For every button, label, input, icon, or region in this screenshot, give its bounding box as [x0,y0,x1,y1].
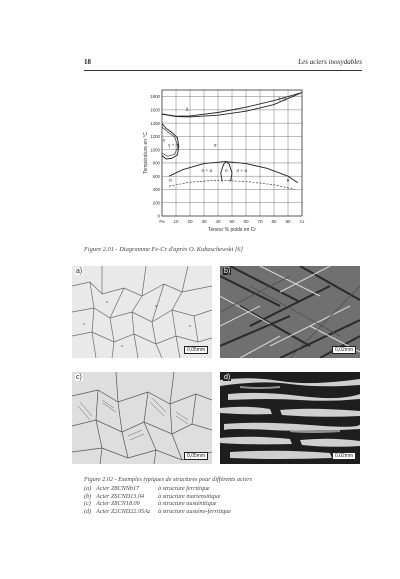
panel-label-d: d) [224,374,231,381]
panel-label-b: b) [224,268,231,275]
item-steel: Acier Z8CN18.09 [96,500,140,508]
y-tick-label: 0 [157,213,160,219]
martensitic-needles-image [220,266,360,358]
y-tick-label: 600 [152,173,160,179]
region-label: α [213,143,217,149]
y-tick-label: 1000 [150,147,160,153]
header-rule [84,70,362,71]
x-tick-label: 80 [271,219,277,224]
micrograph-b [220,266,360,358]
region-label: α [169,178,172,184]
ferritic-grains-image [72,266,212,358]
figure-2-caption: Figure 2.02 - Exemples typiques de structures pour différents aciers [84,476,253,483]
micrograph-a [72,266,212,358]
item-structure: à structure martensitique [158,492,221,500]
list-item [84,500,362,508]
micrograph-c [72,372,212,464]
item-letter: (b) [84,492,92,500]
y-axis-label: Température en °C [143,131,149,175]
y-tick-label: 400 [152,187,160,193]
item-steel: Acier Z8CNNb17 [96,485,140,492]
item-letter: (a) [84,485,92,492]
x-tick-label: 50 [229,219,235,224]
scale-bar-a: 0,05mm [184,346,208,354]
item-letter: (c) [84,500,91,508]
list-item [84,485,362,493]
region-label: δ [186,108,189,114]
x-tick-label: Cr [299,219,305,224]
panel-label-a: a) [76,268,83,275]
region-label: σ [225,169,228,175]
region-label: γ + α [168,143,179,149]
page-number: 18 [84,58,91,66]
scale-bar-d: 0,02mm [332,452,356,460]
scale-bar-b: 0,02mm [332,346,356,354]
panel-label-c: c) [76,374,82,381]
micrograph-d [220,372,360,464]
figure-1-caption: Figure 2.01 - Diagramme Fe-Cr d'après O. Kubaschewski [6] [84,246,244,253]
y-tick-label: 800 [152,160,160,166]
x-tick-label: 20 [187,219,193,224]
austeno-ferritic-bands-image [220,372,360,464]
y-tick-label: 1600 [150,107,160,113]
austenitic-grains-image [72,372,212,464]
scale-bar-c: 0,05mm [184,452,208,460]
x-tick-label: Fe [159,219,165,224]
region-label: α [286,178,290,184]
region-label: σ + α [201,169,213,175]
x-tick-label: 30 [201,219,207,224]
x-axis-label: Teneur % poids en Cr [207,227,257,233]
running-title: Les aciers inoxydables [298,58,362,66]
item-steel: Acier Z2CND22.05Az [96,507,151,515]
region-label: γ [162,138,166,144]
y-tick-label: 1800 [150,94,160,100]
item-letter: (d) [84,507,92,515]
item-steel: Acier Z5CND13.04 [96,492,145,500]
list-item [84,493,362,501]
x-tick-label: 40 [215,219,221,224]
fe-cr-phase-diagram [140,84,310,239]
item-structure: à structure austéno-ferritique [158,507,231,515]
region-label: L+δ [278,97,287,103]
y-tick-label: 1400 [150,120,160,126]
item-structure: à structure ferritique [158,485,210,492]
list-item [84,508,362,516]
page-header [84,58,362,70]
sigma-dome [169,162,298,183]
x-tick-label: 10 [173,219,179,224]
x-tick-label: 90 [285,219,291,224]
y-tick-label: 200 [152,200,160,206]
item-structure: à structure austénitique [158,500,217,508]
region-label: σ + α [236,169,248,175]
steel-list [84,485,362,515]
x-tick-label: 70 [257,219,263,224]
figure-2-caption-block [84,476,362,515]
x-tick-label: 60 [243,219,249,224]
y-tick-label: 1200 [150,134,160,140]
